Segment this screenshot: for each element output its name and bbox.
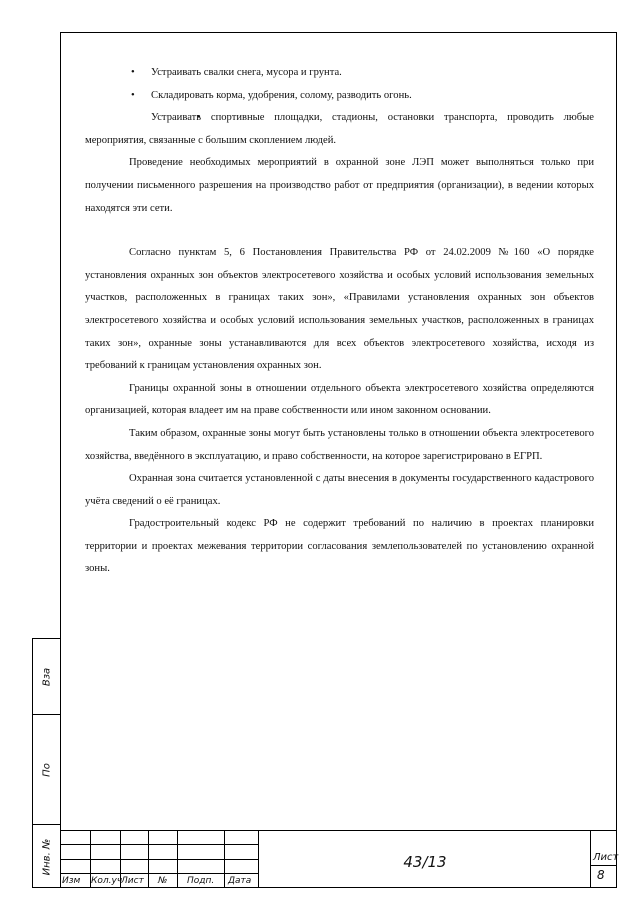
document-body xyxy=(85,62,594,581)
side-stamp xyxy=(32,638,60,888)
column-caption-izm: Изм xyxy=(62,876,81,886)
title-block-col-line xyxy=(177,830,178,888)
sheet-caption: Лист xyxy=(593,852,619,863)
paragraph: Границы охранной зоны в отношении отдельного объекта электросетевого хозяйства определяются организацией, которая владеет им на праве собственности или ином законном основании. xyxy=(85,382,594,417)
paragraph: Охранная зона считается установленной с даты внесения в документы государственного кадастрового учёта сведений о её границах. xyxy=(85,473,594,507)
side-cell-inv xyxy=(33,825,60,889)
column-caption-podp: Подп. xyxy=(187,876,215,886)
paragraph: Согласно пунктам 5, 6 Постановления Правительства РФ от 24.02.2009 №160 «О порядке установления охранных зон объектов электросетевого хозяйства и особых условий использования земельных участков, расположенных в границах таких зон», «Правилами установления охранных зон объектов электросетевого хозяйства и особых условий использования земельных участков, расположенных в границах таких зон», охранные зоны устанавливаются для всех объектов электросетевого хозяйства, исходя из требований к границам установления охранных зон. xyxy=(85,247,594,372)
paragraph: Проведение необходимых мероприятий в охранной зоне ЛЭП может выполняться только при получении письменного разрешения на производство работ от предприятия (организации), в ведении которых находятся эти сети. xyxy=(85,157,594,214)
bullet-item: • Устраивать свалки снега, мусора и грунта. xyxy=(85,62,594,85)
side-cell-vzam xyxy=(33,639,60,715)
column-caption-list: Лист xyxy=(121,876,144,886)
title-block-top-line xyxy=(60,830,617,831)
title-block xyxy=(60,830,617,888)
sheet-divider-line xyxy=(590,865,617,866)
side-label-podp: По xyxy=(41,762,52,777)
sheet-number: 8 xyxy=(597,868,605,882)
title-block-col-line xyxy=(258,830,259,888)
column-caption-data: Дата xyxy=(228,876,252,886)
column-caption-kol-uch: Кол.уч xyxy=(91,876,123,886)
side-label-vzam: Вза xyxy=(41,667,52,686)
document-code: 43/13 xyxy=(403,853,447,871)
column-caption-number: № xyxy=(158,876,168,886)
title-block-col-line xyxy=(590,830,591,888)
title-block-col-line xyxy=(148,830,149,888)
side-cell-podp xyxy=(33,715,60,825)
paragraph-gap xyxy=(85,220,594,242)
bullet-item: • Складировать корма, удобрения, солому, разводить огонь. xyxy=(85,85,594,108)
side-label-inv: Инв. № xyxy=(41,838,52,876)
bullet-item: • Устраивать спортивные площадки, стадионы, остановки транспорта, проводить любые мероприятия, связанные с большим скоплением людей. xyxy=(85,107,594,152)
paragraph: Градостроительный кодекс РФ не содержит требований по наличию в проектах планировки территории и проектах межевания территории согласования землепользователей по установлению охранной зоны. xyxy=(85,518,594,575)
paragraph: Таким образом, охранные зоны могут быть установлены только в отношении объекта электросетевого хозяйства, введённого в эксплуатацию, и право собственности, на которое зарегистрировано в ЕГРП. xyxy=(85,427,594,462)
title-block-col-line xyxy=(224,830,225,888)
